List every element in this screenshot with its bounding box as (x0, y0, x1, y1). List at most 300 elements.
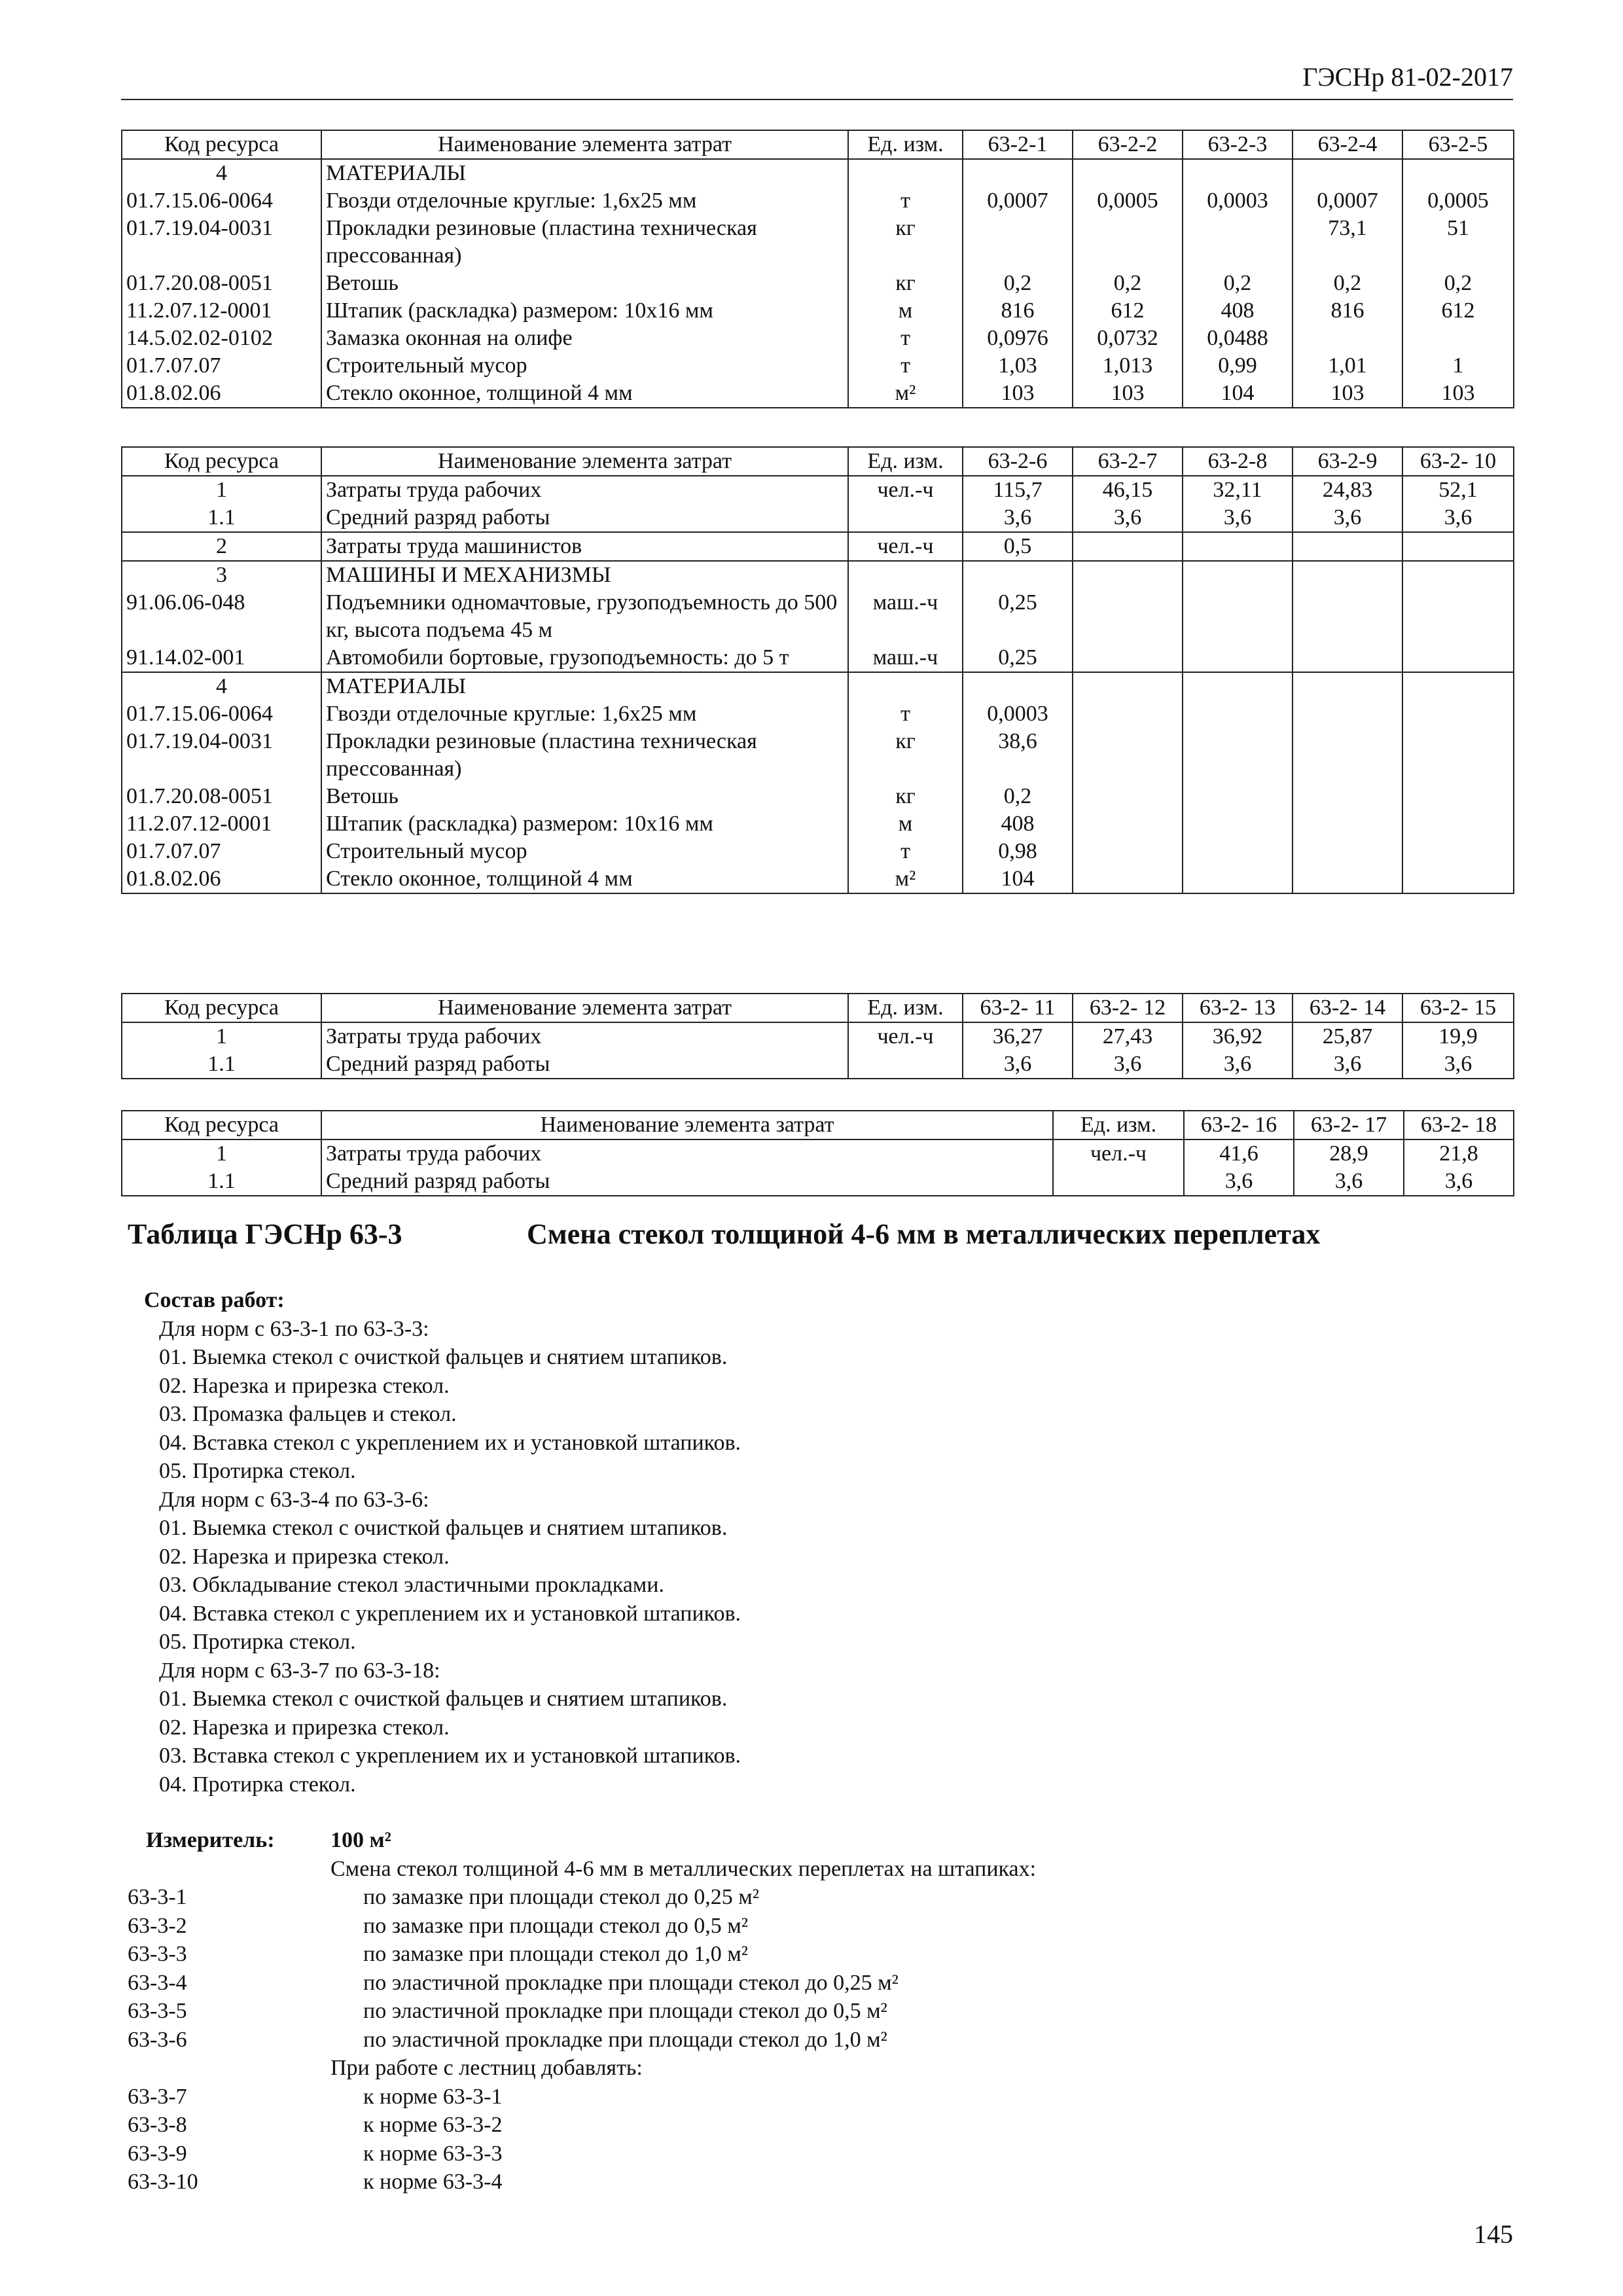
resource-code: 1.1 (122, 504, 321, 532)
page-number: 145 (1474, 2219, 1513, 2249)
value (1293, 532, 1402, 561)
value (1073, 644, 1183, 672)
col-header: Ед. изм. (848, 994, 963, 1022)
value (1073, 532, 1183, 561)
value (1073, 865, 1183, 893)
col-header: 63-2-1 (963, 130, 1073, 159)
value: 3,6 (1293, 1050, 1402, 1079)
resource-name: Затраты труда машинистов (321, 532, 848, 561)
work-title: Состав работ: (144, 1288, 285, 1312)
value: 612 (1402, 297, 1514, 325)
value: 408 (963, 810, 1073, 838)
resource-code: 4 (122, 672, 321, 700)
table-row (122, 325, 1514, 352)
value (1183, 644, 1293, 672)
norm-row (128, 1969, 1513, 1998)
resource-code: 1 (122, 1139, 321, 1168)
col-header: Ед. изм. (848, 447, 963, 476)
resource-code: 11.2.07.12-0001 (122, 810, 321, 838)
value (1073, 159, 1183, 187)
unit: т (848, 352, 963, 380)
table-row (122, 215, 1514, 270)
table-row (122, 728, 1514, 783)
value: 1 (1402, 352, 1514, 380)
work-line: 02. Нарезка и прирезка стекол. (159, 1373, 450, 1398)
work-line: Для норм с 63-3-4 по 63-3-6: (159, 1487, 429, 1512)
col-header: 63-2- 18 (1404, 1111, 1514, 1139)
work-line: 04. Протирка стекол. (159, 1772, 356, 1797)
resource-code: 01.7.20.08-0051 (122, 783, 321, 810)
value: 3,6 (1293, 504, 1402, 532)
col-header: Наименование элемента затрат (321, 447, 848, 476)
unit (848, 561, 963, 589)
unit: кг (848, 270, 963, 297)
resource-code: 01.8.02.06 (122, 865, 321, 893)
value (1073, 810, 1183, 838)
unit: маш.-ч (848, 644, 963, 672)
resource-code: 1.1 (122, 1168, 321, 1196)
value: 0,0003 (1183, 187, 1293, 215)
value (1402, 672, 1514, 700)
value: 0,99 (1183, 352, 1293, 380)
table-row (122, 700, 1514, 728)
value (1073, 700, 1183, 728)
stairs-row (128, 2054, 1513, 2083)
work-composition (144, 1286, 741, 1799)
col-header: 63-2-3 (1183, 130, 1293, 159)
value (1402, 783, 1514, 810)
resource-table-4 (121, 1110, 1514, 1196)
value (963, 215, 1073, 270)
resource-name: Ветошь (321, 270, 848, 297)
unit: т (848, 187, 963, 215)
resource-name: МАТЕРИАЛЫ (321, 672, 848, 700)
value: 0,25 (963, 644, 1073, 672)
value: 0,25 (963, 589, 1073, 644)
value (1293, 589, 1402, 644)
resource-name: Прокладки резиновые (пластина техническая прессованная) (321, 215, 848, 270)
resource-table-2 (121, 446, 1514, 894)
resource-code: 01.7.20.08-0051 (122, 270, 321, 297)
value: 0,2 (1073, 270, 1183, 297)
value (1073, 561, 1183, 589)
value (963, 672, 1073, 700)
value: 0,2 (1183, 270, 1293, 297)
value (1183, 589, 1293, 644)
table-row (122, 380, 1514, 408)
norm-code: 63-3-10 (128, 2170, 198, 2194)
value (1293, 728, 1402, 783)
value: 3,6 (1402, 1050, 1514, 1079)
measure-label: Измеритель: (146, 1828, 275, 1852)
col-header: Наименование элемента затрат (321, 130, 848, 159)
col-header: 63-2-4 (1293, 130, 1402, 159)
norm-text: по эластичной прокладке при площади стекол до 1,0 м² (363, 2027, 887, 2052)
value: 104 (1183, 380, 1293, 408)
norm-row (128, 1997, 1513, 2026)
document-code: ГЭСНр 81-02-2017 (1302, 62, 1513, 92)
resource-name: Штапик (раскладка) размером: 10х16 мм (321, 810, 848, 838)
unit: кг (848, 783, 963, 810)
norm-text: к норме 63-3-1 (363, 2084, 503, 2109)
value: 19,9 (1402, 1022, 1514, 1050)
norm-row (128, 1940, 1513, 1969)
col-header: 63-2- 15 (1402, 994, 1514, 1022)
resource-name: Строительный мусор (321, 838, 848, 865)
value: 408 (1183, 297, 1293, 325)
resource-code: 14.5.02.02-0102 (122, 325, 321, 352)
norm-code: 63-3-9 (128, 2141, 187, 2166)
value (1183, 728, 1293, 783)
unit: чел.-ч (848, 532, 963, 561)
resource-name: Затраты труда рабочих (321, 1022, 848, 1050)
table-row (122, 352, 1514, 380)
value: 73,1 (1293, 215, 1402, 270)
norm-code: 63-3-4 (128, 1970, 187, 1995)
value (1073, 783, 1183, 810)
unit: маш.-ч (848, 589, 963, 644)
norm-row (128, 2140, 1513, 2168)
norm-row (128, 2083, 1513, 2111)
value (1402, 159, 1514, 187)
norm-code: 63-3-1 (128, 1885, 187, 1909)
resource-name: Средний разряд работы (321, 1050, 848, 1079)
norm-text: к норме 63-3-4 (363, 2170, 503, 2194)
value: 816 (1293, 297, 1402, 325)
value: 36,27 (963, 1022, 1073, 1050)
value (1402, 838, 1514, 865)
unit (848, 159, 963, 187)
unit: м² (848, 865, 963, 893)
value (1183, 838, 1293, 865)
table-title: Смена стекол толщиной 4-6 мм в металлических переплетах (527, 1218, 1321, 1250)
table-header-row (122, 1111, 1514, 1139)
resource-name: Средний разряд работы (321, 504, 848, 532)
value (1073, 589, 1183, 644)
value: 3,6 (963, 1050, 1073, 1079)
table-row (122, 476, 1514, 504)
value: 104 (963, 865, 1073, 893)
unit (848, 672, 963, 700)
unit: м² (848, 380, 963, 408)
col-header: Код ресурса (122, 994, 321, 1022)
table-row (122, 297, 1514, 325)
resource-name: Автомобили бортовые, грузоподъемность: до 5 т (321, 644, 848, 672)
resource-code: 01.8.02.06 (122, 380, 321, 408)
table-row (122, 644, 1514, 672)
resource-code: 1.1 (122, 1050, 321, 1079)
col-header: 63-2- 16 (1184, 1111, 1294, 1139)
resource-name: Штапик (раскладка) размером: 10х16 мм (321, 297, 848, 325)
unit: т (848, 700, 963, 728)
norm-code: 63-3-6 (128, 2027, 187, 2052)
work-line: Для норм с 63-3-7 по 63-3-18: (159, 1658, 440, 1683)
resource-name: Затраты труда рабочих (321, 1139, 1053, 1168)
value: 28,9 (1294, 1139, 1404, 1168)
col-header: Наименование элемента затрат (321, 1111, 1053, 1139)
value (1293, 783, 1402, 810)
resource-name: Замазка оконная на олифе (321, 325, 848, 352)
col-header: 63-2- 10 (1402, 447, 1514, 476)
norm-row (128, 1883, 1513, 1912)
resource-name: Прокладки резиновые (пластина техническая прессованная) (321, 728, 848, 783)
value: 0,98 (963, 838, 1073, 865)
value: 51 (1402, 215, 1514, 270)
value (1073, 728, 1183, 783)
norm-code: 63-3-2 (128, 1913, 187, 1938)
value: 38,6 (963, 728, 1073, 783)
col-header: 63-2-5 (1402, 130, 1514, 159)
value: 103 (1293, 380, 1402, 408)
col-header: 63-2-8 (1183, 447, 1293, 476)
resource-code: 91.06.06-048 (122, 589, 321, 644)
resource-code: 2 (122, 532, 321, 561)
col-header: 63-2- 12 (1073, 994, 1183, 1022)
resource-code: 91.14.02-001 (122, 644, 321, 672)
table-header-row (122, 447, 1514, 476)
value: 0,2 (1293, 270, 1402, 297)
value: 1,01 (1293, 352, 1402, 380)
resource-code: 01.7.07.07 (122, 838, 321, 865)
unit: чел.-ч (848, 1022, 963, 1050)
page-header (121, 62, 1513, 100)
unit (848, 504, 963, 532)
resource-name: Гвозди отделочные круглые: 1,6х25 мм (321, 187, 848, 215)
value: 0,0488 (1183, 325, 1293, 352)
value: 0,0007 (963, 187, 1073, 215)
work-line: 03. Промазка фальцев и стекол. (159, 1402, 457, 1426)
value (1402, 700, 1514, 728)
resource-table-3 (121, 993, 1514, 1079)
value: 3,6 (1073, 1050, 1183, 1079)
norm-row (128, 2026, 1513, 2054)
value: 0,0007 (1293, 187, 1402, 215)
resource-code: 01.7.19.04-0031 (122, 215, 321, 270)
resource-code: 01.7.19.04-0031 (122, 728, 321, 783)
norm-text: по эластичной прокладке при площади стекол до 0,5 м² (363, 1999, 887, 2023)
value: 32,11 (1183, 476, 1293, 504)
value: 0,0732 (1073, 325, 1183, 352)
table-header-row (122, 130, 1514, 159)
norm-text: по замазке при площади стекол до 0,5 м² (363, 1913, 748, 1938)
col-header: 63-2-6 (963, 447, 1073, 476)
norm-row (128, 2111, 1513, 2140)
unit: кг (848, 728, 963, 783)
work-line: 04. Вставка стекол с укреплением их и установкой штапиков. (159, 1601, 741, 1626)
value: 0,0005 (1402, 187, 1514, 215)
col-header: 63-2- 14 (1293, 994, 1402, 1022)
work-line: 01. Выемка стекол с очисткой фальцев и снятием штапиков. (159, 1516, 728, 1540)
value: 3,6 (1184, 1168, 1294, 1196)
norm-text: к норме 63-3-2 (363, 2113, 503, 2137)
value: 3,6 (1183, 504, 1293, 532)
value: 3,6 (1073, 504, 1183, 532)
unit (848, 1050, 963, 1079)
table-row (122, 1022, 1514, 1050)
value: 25,87 (1293, 1022, 1402, 1050)
value: 1,013 (1073, 352, 1183, 380)
norm-text: к норме 63-3-3 (363, 2141, 503, 2166)
measure-block (128, 1826, 1513, 2197)
work-line: Для норм с 63-3-1 по 63-3-3: (159, 1316, 429, 1341)
value: 3,6 (1294, 1168, 1404, 1196)
value (1402, 728, 1514, 783)
col-header: 63-2- 11 (963, 994, 1073, 1022)
value (1183, 561, 1293, 589)
value (1293, 700, 1402, 728)
table-row (122, 532, 1514, 561)
value (1183, 810, 1293, 838)
table-row (122, 838, 1514, 865)
norm-text: по эластичной прокладке при площади стекол до 0,25 м² (363, 1970, 899, 1995)
value: 0,5 (963, 532, 1073, 561)
norm-text: по замазке при площади стекол до 0,25 м² (363, 1885, 759, 1909)
value (1402, 810, 1514, 838)
value (1293, 325, 1402, 352)
value: 0,0976 (963, 325, 1073, 352)
value (1402, 865, 1514, 893)
norm-code: 63-3-8 (128, 2113, 187, 2137)
resource-code: 3 (122, 561, 321, 589)
value: 46,15 (1073, 476, 1183, 504)
value (1073, 672, 1183, 700)
resource-name: Подъемники одномачтовые, грузоподъемность до 500 кг, высота подъема 45 м (321, 589, 848, 644)
measure-intro-row (128, 1855, 1513, 1884)
work-line: 05. Протирка стекол. (159, 1459, 356, 1483)
table-row (122, 270, 1514, 297)
resource-table-1 (121, 130, 1514, 408)
value (1402, 644, 1514, 672)
unit: чел.-ч (848, 476, 963, 504)
resource-code: 1 (122, 1022, 321, 1050)
col-header: Ед. изм. (1053, 1111, 1184, 1139)
value: 0,0003 (963, 700, 1073, 728)
work-line: 04. Вставка стекол с укреплением их и установкой штапиков. (159, 1430, 741, 1455)
table-row (122, 1139, 1514, 1168)
resource-name: Средний разряд работы (321, 1168, 1053, 1196)
value: 0,0005 (1073, 187, 1183, 215)
value (1293, 644, 1402, 672)
value: 612 (1073, 297, 1183, 325)
work-line: 03. Вставка стекол с укреплением их и установкой штапиков. (159, 1744, 741, 1768)
col-header: 63-2-7 (1073, 447, 1183, 476)
measure-value: 100 м² (330, 1828, 391, 1852)
value: 115,7 (963, 476, 1073, 504)
resource-name: Стекло оконное, толщиной 4 мм (321, 865, 848, 893)
value: 3,6 (1183, 1050, 1293, 1079)
table-row (122, 589, 1514, 644)
norm-code: 63-3-5 (128, 1999, 187, 2023)
table-row (122, 810, 1514, 838)
value (1402, 589, 1514, 644)
value (1293, 838, 1402, 865)
value (1183, 159, 1293, 187)
value: 41,6 (1184, 1139, 1294, 1168)
value (1183, 532, 1293, 561)
value: 103 (963, 380, 1073, 408)
unit: кг (848, 215, 963, 270)
resource-code: 01.7.07.07 (122, 352, 321, 380)
value (963, 159, 1073, 187)
unit: м (848, 297, 963, 325)
measure-intro: Смена стекол толщиной 4-6 мм в металлических переплетах на штапиках: (330, 1856, 1037, 1881)
resource-name: Затраты труда рабочих (321, 476, 848, 504)
unit: чел.-ч (1053, 1139, 1184, 1168)
value: 3,6 (963, 504, 1073, 532)
table-row (122, 672, 1514, 700)
value: 816 (963, 297, 1073, 325)
value: 24,83 (1293, 476, 1402, 504)
work-line: 02. Нарезка и прирезка стекол. (159, 1715, 450, 1740)
value (963, 561, 1073, 589)
unit: т (848, 325, 963, 352)
norm-text: по замазке при площади стекол до 1,0 м² (363, 1942, 748, 1966)
unit: т (848, 838, 963, 865)
value (1183, 215, 1293, 270)
value (1183, 783, 1293, 810)
value (1073, 838, 1183, 865)
measure-row (128, 1826, 1513, 1855)
value: 3,6 (1402, 504, 1514, 532)
resource-name: Гвозди отделочные круглые: 1,6х25 мм (321, 700, 848, 728)
value: 3,6 (1404, 1168, 1514, 1196)
resource-code: 11.2.07.12-0001 (122, 297, 321, 325)
col-header: 63-2- 17 (1294, 1111, 1404, 1139)
col-header: Ед. изм. (848, 130, 963, 159)
resource-name: Ветошь (321, 783, 848, 810)
resource-name: МАШИНЫ И МЕХАНИЗМЫ (321, 561, 848, 589)
work-line: 01. Выемка стекол с очисткой фальцев и снятием штапиков. (159, 1687, 728, 1711)
table-row (122, 1168, 1514, 1196)
table-row (122, 504, 1514, 532)
value (1293, 159, 1402, 187)
col-header: Наименование элемента затрат (321, 994, 848, 1022)
value: 27,43 (1073, 1022, 1183, 1050)
resource-name: Стекло оконное, толщиной 4 мм (321, 380, 848, 408)
value: 52,1 (1402, 476, 1514, 504)
norm-code: 63-3-7 (128, 2084, 187, 2109)
stairs-note: При работе с лестниц добавлять: (330, 2056, 643, 2080)
value: 0,2 (963, 783, 1073, 810)
value (1293, 810, 1402, 838)
col-header: 63-2-2 (1073, 130, 1183, 159)
unit (1053, 1168, 1184, 1196)
col-header: Код ресурса (122, 1111, 321, 1139)
norm-row (128, 2168, 1513, 2197)
value (1293, 672, 1402, 700)
norm-code: 63-3-3 (128, 1942, 187, 1966)
table-code: Таблица ГЭСНр 63-3 (128, 1218, 402, 1250)
value: 36,92 (1183, 1022, 1293, 1050)
value (1293, 865, 1402, 893)
table-row (122, 561, 1514, 589)
value: 0,2 (1402, 270, 1514, 297)
resource-code: 01.7.15.06-0064 (122, 700, 321, 728)
table-row (122, 159, 1514, 187)
work-line: 05. Протирка стекол. (159, 1630, 356, 1654)
resource-code: 01.7.15.06-0064 (122, 187, 321, 215)
value: 0,2 (963, 270, 1073, 297)
table-row (122, 1050, 1514, 1079)
col-header: 63-2- 13 (1183, 994, 1293, 1022)
resource-code: 1 (122, 476, 321, 504)
value: 21,8 (1404, 1139, 1514, 1168)
value (1402, 532, 1514, 561)
value (1073, 215, 1183, 270)
value: 1,03 (963, 352, 1073, 380)
work-line: 02. Нарезка и прирезка стекол. (159, 1544, 450, 1569)
value (1183, 700, 1293, 728)
